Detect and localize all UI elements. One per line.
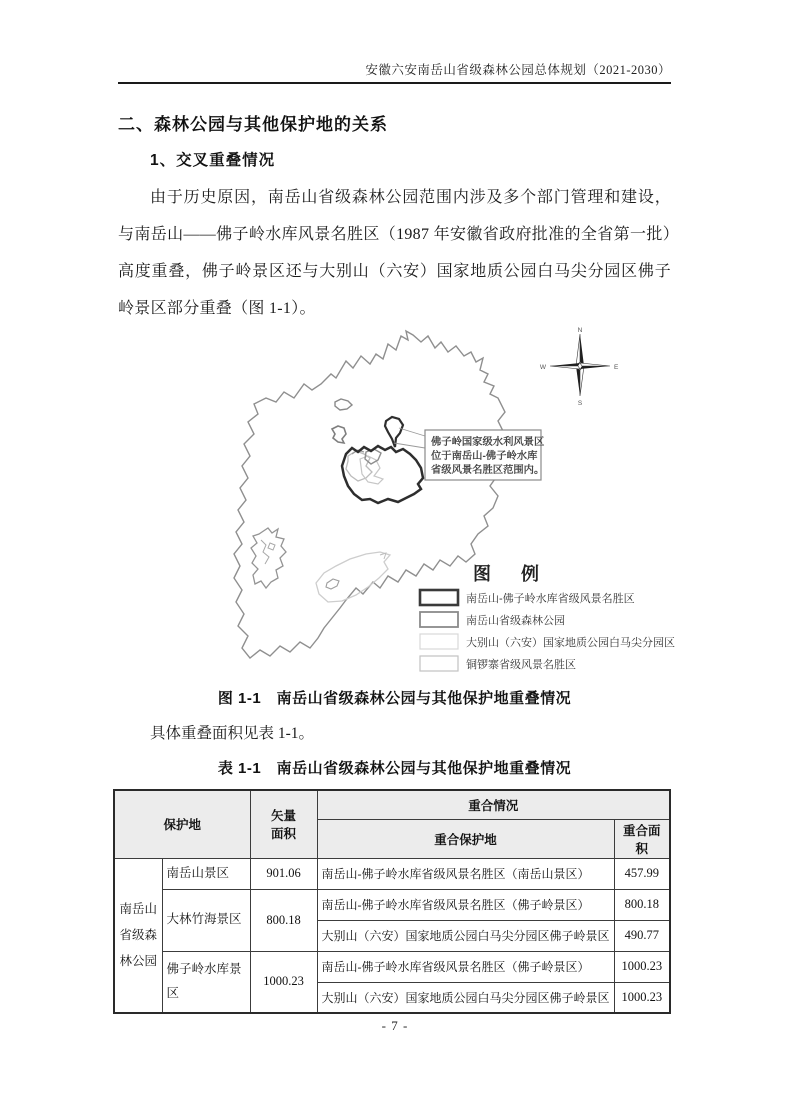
geopark-polygon: [316, 552, 390, 602]
map-legend: [420, 563, 675, 671]
table-row: [114, 889, 670, 920]
compass-s-label: S: [577, 400, 583, 407]
cell-scenic-name: 佛子岭水库景区: [162, 951, 250, 1013]
header-protected-area: 保护地: [114, 790, 250, 858]
compass-n-label: N: [577, 327, 583, 334]
header-overlap-area: 重合面积: [614, 819, 670, 858]
compass-rose-icon: [540, 327, 619, 407]
cell-overlap-area: 490.77: [614, 920, 670, 951]
cell-overlap-name: 南岳山-佛子岭水库省级风景名胜区（南岳山景区）: [317, 858, 614, 889]
header-overlap-name: 重合保护地: [317, 819, 614, 858]
cell-scenic-name: 大林竹海景区: [162, 889, 250, 951]
cell-scenic-name: 南岳山景区: [162, 858, 250, 889]
callout-leader-top: [399, 428, 425, 436]
lead-in-paragraph: 具体重叠面积见表 1-1。: [150, 725, 315, 742]
callout-text-line3: 省级风景名胜区范围内。: [431, 465, 545, 476]
cell-overlap-name: 大别山（六安）国家地质公园白马尖分园区佛子岭景区: [317, 982, 614, 1013]
cell-overlap-area: 1000.23: [614, 951, 670, 982]
figure-caption: 图 1-1 南岳山省级森林公园与其他保护地重叠情况: [217, 690, 572, 707]
cell-vector-area: 1000.23: [250, 951, 317, 1013]
legend-label-geopark: 大别山（六安）国家地质公园白马尖分园区: [466, 637, 675, 649]
body-paragraph: 由于历史原因，南岳山省级森林公园范围内涉及多个部门管理和建设，与南岳山——佛子岭水库风景名胜区（1987 年安徽省政府批准的全省第一批）高度重叠，佛子岭景区还与大别山（六安）国家地质公园白马尖分园区佛子岭景区部分重叠（图 1-1）。: [118, 189, 671, 317]
callout-leader-bottom: [394, 443, 425, 448]
callout-text-line2: 位于南岳山-佛子岭水库: [431, 451, 538, 462]
legend-swatch-tongluozhai: [420, 656, 458, 671]
cell-overlap-area: 1000.23: [614, 982, 670, 1013]
legend-label-scenic: 南岳山-佛子岭水库省级风景名胜区: [466, 593, 635, 605]
compass-e-label: E: [614, 364, 619, 371]
table-caption: 表 1-1 南岳山省级森林公园与其他保护地重叠情况: [217, 760, 572, 777]
subsection-heading: 1、交叉重叠情况: [150, 152, 276, 169]
scenic-area-cone: [385, 417, 403, 447]
tongluozhai-inner-line: [261, 540, 269, 564]
forest-park-area-b: [360, 456, 383, 484]
overlap-map-figure: [228, 326, 690, 676]
geopark-inner-blob: [326, 579, 339, 589]
cell-park-group: 南岳山省级森林公园: [114, 858, 162, 1013]
small-area-north: [335, 399, 352, 410]
header-overlap-situation: 重合情况: [317, 790, 670, 819]
page-number: - 7 -: [381, 1018, 409, 1033]
header-vector-line1: 矢量: [271, 809, 297, 824]
table-row: [114, 858, 670, 889]
cell-overlap-area: 457.99: [614, 858, 670, 889]
table-row: [114, 951, 670, 982]
county-boundary-outline: [234, 331, 505, 658]
cell-overlap-name: 南岳山-佛子岭水库省级风景名胜区（佛子岭景区）: [317, 889, 614, 920]
legend-label-forest-park: 南岳山省级森林公园: [466, 615, 565, 627]
legend-swatch-geopark: [420, 634, 458, 649]
header-rule: [118, 82, 671, 84]
cell-overlap-name: 南岳山-佛子岭水库省级风景名胜区（佛子岭景区）: [317, 951, 614, 982]
legend-swatch-forest-park: [420, 612, 458, 627]
running-header: 安徽六安南岳山省级森林公园总体规划（2021-2030）: [365, 63, 671, 77]
small-area-west: [332, 426, 346, 443]
compass-w-label: W: [539, 364, 546, 371]
cell-vector-area: 800.18: [250, 889, 317, 951]
overlap-map-svg: [228, 326, 690, 676]
legend-title: 图 例: [473, 564, 545, 584]
legend-swatch-scenic: [420, 590, 458, 605]
overlap-table: [113, 789, 671, 1014]
legend-label-tongluozhai: 铜锣寨省级风景名胜区: [466, 659, 576, 671]
scenic-area-main: [342, 446, 423, 503]
callout-text-line1: 佛子岭国家级水利风景区: [431, 437, 545, 448]
tongluozhai-inner-blob: [268, 543, 275, 550]
header-vector-line2: 面积: [271, 827, 297, 842]
section-heading: 二、森林公园与其他保护地的关系: [118, 115, 388, 134]
cell-overlap-name: 大别山（六安）国家地质公园白马尖分园区佛子岭景区: [317, 920, 614, 951]
header-vector-area: [250, 790, 317, 858]
cell-overlap-area: 800.18: [614, 889, 670, 920]
cell-vector-area: 901.06: [250, 858, 317, 889]
table-header-row-1: [114, 790, 670, 819]
